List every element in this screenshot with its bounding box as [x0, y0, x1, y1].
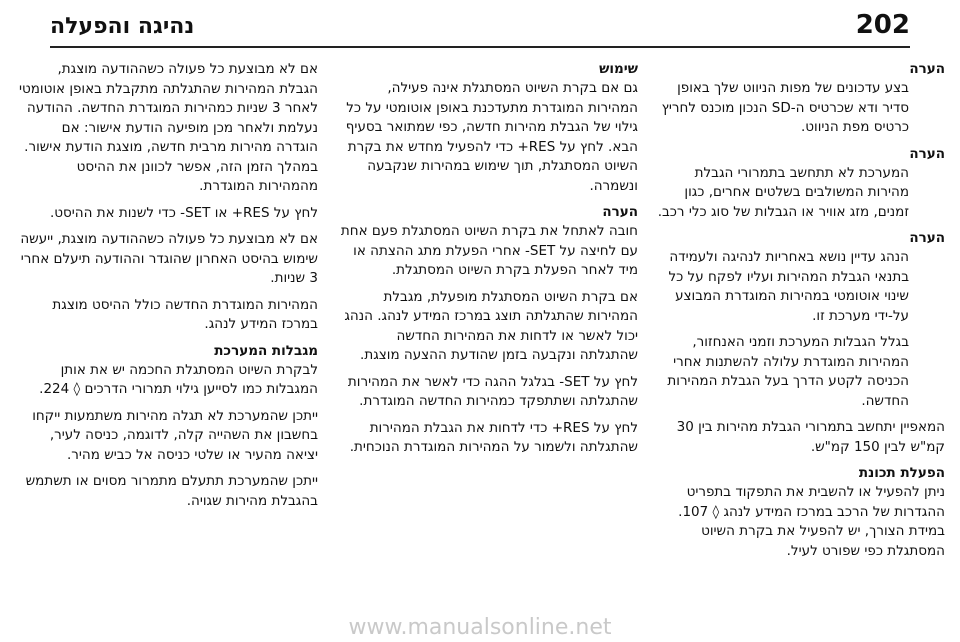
paragraph: המהירות המוגדרת החדשה כולל ההיסט מוצגת במרכז המידע לנהג. — [52, 296, 318, 332]
note-heading: הערה — [909, 145, 945, 162]
section-heading: מגבלות המערכת — [214, 342, 318, 359]
note-heading: הערה — [602, 204, 638, 220]
page-number: 202 — [855, 10, 910, 40]
paragraph: לחץ על RES+ או SET- כדי לשנות את ההיסט. — [49, 204, 318, 221]
paragraph: אם לא מבוצעת כל פעולה כשההודעה מוצגת, הגבלת המהירות שהתגלתה מתקבלת באופן אוטומטי לאחר 3 שניות כמהירות המוגדרת החדשה. ההודעה נעלמת ולאחר מכן מופיעה הודעת אישור: אם הוגדרה מהירות מרבית חדשה, מוצגת הודעת אישור. במהלך הזמן הזה, אפשר לכוונן את ההיסט מהמהירות המוגדרת. — [18, 61, 318, 194]
section-heading: שימוש — [599, 61, 638, 77]
paragraph: בגלל הגבלות המערכת וזמני האנחזור, המהירות המוגדרת עלולה להשתנות אחרי הכניסה לקטע הדרך בעל הגבלת המהירות החדשה. — [667, 334, 909, 409]
paragraph: ייתכן שהמערכת תתעלם מתמרור מסוים או תשתמש בהגבלת מהירות שגויה. — [25, 473, 318, 509]
chapter-title: נהיגה והפעלה — [50, 14, 195, 39]
paragraph: ניתן להפעיל או להשבית את התפקוד בתפריט ההגדרות של הרכב במרכז המידע לנהג ◊ 107. במידת הצורך, יש להפעיל את בקרת השיוט המסתגלת כפי שפורט לעיל. — [678, 484, 945, 559]
paragraph: לחץ על SET- בגלגל ההגה כדי לאשר את המהירות שהתגלתה ושתתפקד כמהירות החדשה המוגדרת. — [347, 373, 638, 409]
column-right — [655, 60, 945, 568]
section-heading: הפעלת תכונת — [858, 465, 945, 481]
paragraph: המאפיין יתחשב בתמרורי הגבלת מהירות בין 30 קמ"ש לבין 150 קמ"ש. — [676, 419, 945, 455]
page-header — [50, 10, 910, 46]
paragraph: אם בקרת השיוט המסתגלת מופעלת, מגבלת המהירות שהתגלתה תוצג במרכז המידע לנהג. הנהג יכול לאשר או לדחות את המהירות החדשה שהתגלתה ונקבעה בזמן שהודעת ההצעה מוצגת. — [344, 288, 638, 363]
watermark: www.manualsonline.net — [348, 615, 612, 640]
note-text: חובה לאתחל את בקרת השיוט המסתגלת פעם אחת עם לחיצה על SET- אחרי הפעלת מתג ההצתה או מיד לאחר הפעלת בקרת השיוט המסתגלת. — [340, 223, 638, 278]
paragraph: לבקרת השיוט המסתגלת החכמה יש את אותן המגבלות כמו לסייען גילוי תמרורי הדרכים ◊ 224. — [39, 361, 318, 397]
column-middle — [338, 60, 638, 465]
column-left — [18, 60, 318, 518]
note-text: הנהג עדיין נושא באחריות לנהיגה ולעמידה בתנאי הגבלת המהירות ועליו לפקח על כל שינוי אוטומטי במהירות המוגדרת המבוצע על-ידי מערכת זו. — [668, 249, 909, 324]
note-text: המערכת לא תתחשב בתמרורי הגבלת מהירות המשולבים בשלטים אחרים, כגון זמנים, מזג אוויר או הגבלות של סוג כלי רכב. — [657, 164, 909, 220]
note-heading: הערה — [909, 61, 945, 77]
note-text: בצע עדכונים של מפות הניווט שלך באופן סדיר ודא שכרטיס ה-SD הנכון מוכנס לחריץ כרטיס מפת הניווט. — [661, 80, 909, 135]
note-heading: הערה — [909, 230, 945, 246]
paragraph: ייתכן שהמערכת לא תגלה מהירות משתמעות ייקחו בחשבון את השהייה קלה, לדוגמה, כניסה לעיר, יציאה מהעיר או שלטי כניסה אל כביש מהיר. — [32, 407, 318, 463]
paragraph: אם לא מבוצעת כל פעולה כשההודעה מוצגת, ייעשה שימוש בהיסט האחרון שהוגדר וההודעה תיעלם אחרי 3 שניות. — [20, 231, 318, 286]
header-rule — [50, 46, 910, 48]
paragraph: גם אם בקרת השיוט המסתגלת אינה פעילה, המהירות המוגדרת מתעדכנת באופן אוטומטי על כל גילוי של הגבלת מהירות חדשה, כפי שמתואר בסעיף הבא. לחץ על RES+ כדי להפעיל מחדש את בקרת השיוט המסתגלת, תוך שימוש במהירות שנקבעה ונשמרה. — [345, 80, 638, 194]
paragraph: לחץ על RES+ כדי לדחות את הגבלת המהירות שהתגלתה ולשמור על המהירות המוגדרת הנוכחית. — [349, 419, 638, 455]
